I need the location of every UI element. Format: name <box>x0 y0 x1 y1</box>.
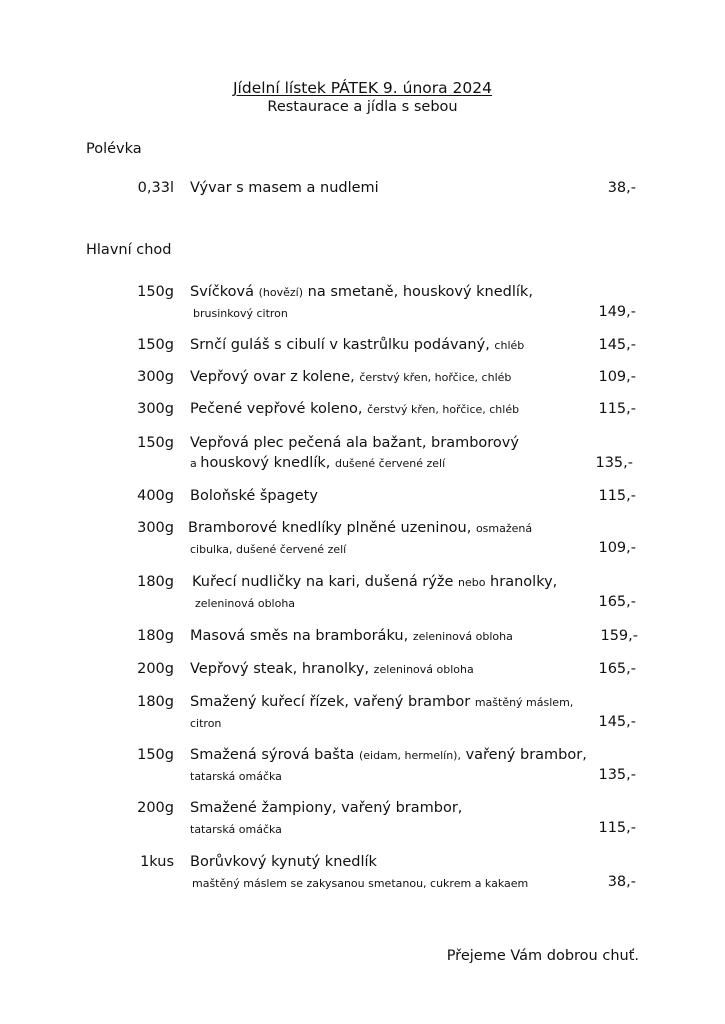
item-name-part: Bramborové knedlíky plněné uzeninou, <box>188 520 476 536</box>
item-name <box>190 282 533 303</box>
item-name-part: houskový knedlík, <box>200 455 335 471</box>
menu-title <box>0 78 725 98</box>
item-side-note: zeleninová obloha <box>195 597 296 610</box>
item-name <box>190 692 573 713</box>
item-name-line2 <box>190 453 445 474</box>
item-name-part: Smažená sýrová bašta <box>190 747 359 763</box>
item-name-part: vařený brambor, <box>460 747 587 763</box>
item-price: 115,- <box>598 401 636 417</box>
item-name-part: Pečené vepřové koleno, <box>190 401 368 417</box>
item-quantity: 200g <box>137 661 174 677</box>
item-name <box>190 399 519 420</box>
item-quantity: 150g <box>137 435 174 451</box>
item-quantity: 200g <box>137 800 174 816</box>
item-name-part: Smažený kuřecí řízek, vařený brambor <box>190 694 475 710</box>
item-price: 165,- <box>598 661 636 677</box>
item-name-part: Svíčková <box>190 284 259 300</box>
closing-wish: Přejeme Vám dobrou chuť. <box>446 948 639 964</box>
item-quantity: 150g <box>137 284 174 300</box>
item-name <box>190 745 587 766</box>
item-note: maštěný máslem, <box>474 696 574 709</box>
item-price: 145,- <box>598 337 636 353</box>
item-price: 109,- <box>598 540 636 556</box>
item-name <box>192 572 557 593</box>
item-side-note: brusinkový citron <box>193 307 288 320</box>
item-name: Borůvkový kynutý knedlík <box>190 854 377 870</box>
item-name-part: Srnčí guláš s cibulí v kastrůlku podávaný, <box>190 337 495 353</box>
item-note: nebo <box>458 576 486 589</box>
item-note: čerstvý křen, hořčice, chléb <box>367 403 520 416</box>
item-price: 115,- <box>598 488 636 504</box>
item-note: (hovězí) <box>258 286 304 299</box>
section-heading-soup: Polévka <box>86 141 142 157</box>
item-name <box>188 518 532 539</box>
item-quantity: 180g <box>137 628 174 644</box>
item-note: chléb <box>494 339 525 352</box>
item-name <box>190 367 511 388</box>
item-quantity: 180g <box>137 694 174 710</box>
item-side-note: maštěný máslem se zakysanou smetanou, cukrem a kakaem <box>192 877 529 890</box>
item-side-note: cibulka, dušené červené zelí <box>190 543 347 556</box>
item-quantity: 180g <box>137 574 174 590</box>
item-quantity: 0,33l <box>137 180 174 196</box>
item-price: 159,- <box>600 628 638 644</box>
item-name-part: hranolky, <box>485 574 558 590</box>
item-side-note: tatarská omáčka <box>190 770 282 783</box>
item-side-note: tatarská omáčka <box>190 823 282 836</box>
item-name <box>190 626 513 647</box>
item-price: 109,- <box>598 369 636 385</box>
item-price: 38,- <box>607 180 636 196</box>
item-name: Vepřová plec pečená ala bažant, bramborový <box>190 435 519 451</box>
item-note: čerstvý křen, hořčice, chléb <box>359 371 512 384</box>
item-price: 135,- <box>598 767 636 783</box>
menu-subtitle: Restaurace a jídla s sebou <box>267 99 458 115</box>
item-name-part: na smetaně, houskový knedlík, <box>303 284 533 300</box>
item-quantity: 1kus <box>140 854 174 870</box>
item-price: 115,- <box>598 820 636 836</box>
item-name: Smažené žampiony, vařený brambor, <box>190 800 463 816</box>
item-note: dušené červené zelí <box>334 457 446 470</box>
item-note: zeleninová obloha <box>373 663 474 676</box>
item-name-part: Vepřový steak, hranolky, <box>190 661 374 677</box>
item-quantity: 300g <box>137 369 174 385</box>
item-quantity: 400g <box>137 488 174 504</box>
item-price: 145,- <box>598 714 636 730</box>
item-name: Boloňské špagety <box>190 488 318 504</box>
item-name-part: Masová směs na bramboráku, <box>190 628 413 644</box>
item-name-part: Kuřecí nudličky na kari, dušená rýže <box>192 574 458 590</box>
item-side-note: citron <box>190 717 222 730</box>
item-name-part: Vepřový ovar z kolene, <box>190 369 360 385</box>
item-quantity: 150g <box>137 337 174 353</box>
item-note: osmažená <box>475 522 533 535</box>
item-price: 165,- <box>598 594 636 610</box>
item-name <box>190 659 474 680</box>
item-price: 149,- <box>598 304 636 320</box>
item-quantity: 150g <box>137 747 174 763</box>
item-note: zeleninová obloha <box>412 630 513 643</box>
item-price: 38,- <box>607 874 636 890</box>
item-quantity: 300g <box>137 401 174 417</box>
item-note: a <box>190 457 201 470</box>
item-name <box>190 335 524 356</box>
item-price: 135,- <box>595 455 633 471</box>
section-heading-main: Hlavní chod <box>86 242 172 258</box>
item-name: Vývar s masem a nudlemi <box>190 180 379 196</box>
menu-title-text: Jídelní lístek PÁTEK 9. února 2024 <box>232 79 493 97</box>
item-note: (eidam, hermelín), <box>358 749 461 762</box>
item-quantity: 300g <box>137 520 174 536</box>
